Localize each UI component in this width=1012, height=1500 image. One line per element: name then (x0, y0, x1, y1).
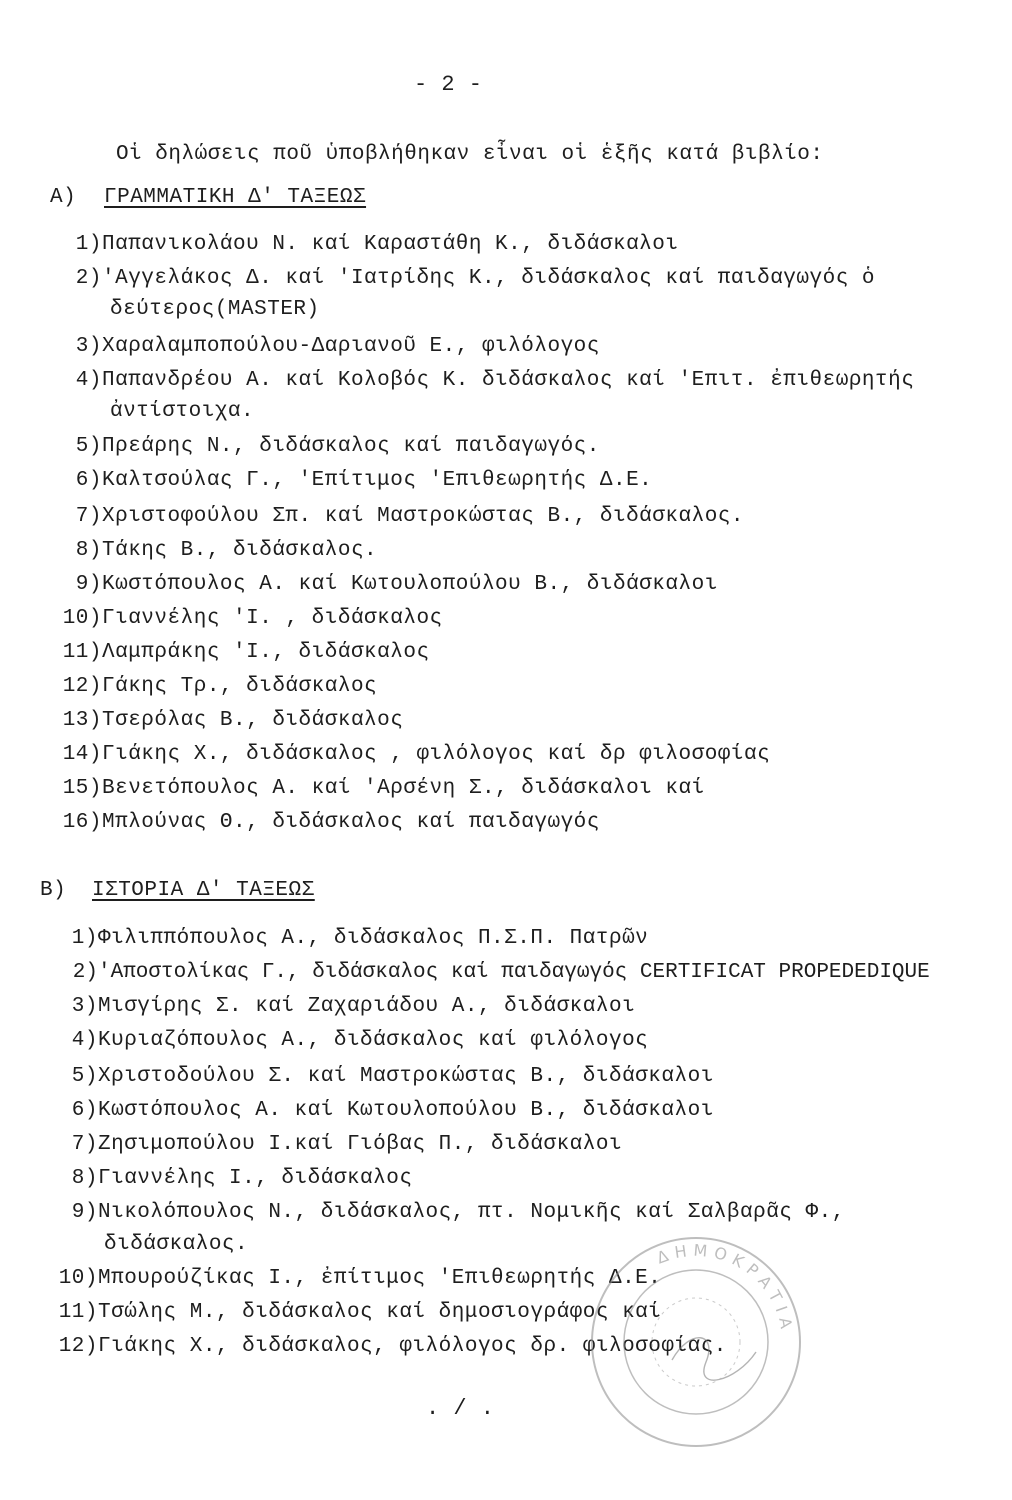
item-number: 16) (62, 811, 102, 834)
list-item (40, 810, 600, 836)
item-continuation: δεύτερος(MASTER) (110, 298, 320, 321)
item-text: Βενετόπουλος Α. καί 'Αρσένη Σ., διδάσκαλοι καί (102, 777, 705, 800)
section-b-title: ΙΣΤΟΡΙΑ Δ' ΤΑΞΕΩΣ (92, 879, 315, 902)
section-a-letter: A) (50, 186, 77, 209)
item-text: Πρεάρης Ν., διδάσκαλος καί παιδαγωγός. (102, 435, 600, 458)
continuation-mark: . / . (426, 1396, 495, 1421)
item-number: 1) (75, 233, 102, 256)
item-text: Χριστοδούλου Σ. καί Μαστροκώστας Β., διδάσκαλοι (98, 1065, 714, 1088)
item-continuation: ἀντίστοιχα. (110, 400, 255, 423)
item-text: Χριστοφούλου Σπ. καί Μαστροκώστας Β., διδάσκαλος. (102, 505, 745, 528)
item-text: Κωστόπουλος Α. καί Κωτουλοπούλου Β., διδάσκαλοι (102, 573, 718, 596)
item-text: Τσερόλας Β., διδάσκαλος (102, 709, 404, 732)
item-number: 8) (71, 1167, 98, 1190)
list-item (36, 1266, 661, 1292)
list-item (40, 538, 377, 564)
item-number: 7) (71, 1133, 98, 1156)
list-item (36, 1166, 412, 1192)
list-item (36, 960, 930, 986)
page-number: - 2 - (414, 72, 483, 97)
list-item (36, 994, 635, 1020)
item-number: 13) (62, 709, 102, 732)
item-text: Καλτσούλας Γ., 'Επίτιμος 'Επιθεωρητής Δ.Ε. (102, 469, 653, 492)
item-number: 9) (75, 573, 102, 596)
item-text: Μισγίρης Σ. καί Ζαχαριάδου Α., διδάσκαλοι (98, 995, 636, 1018)
list-item (40, 708, 403, 734)
list-item (36, 1064, 714, 1090)
item-number: 10) (62, 607, 102, 630)
list-item (40, 468, 652, 494)
item-number: 14) (62, 743, 102, 766)
item-text: Γιάκης Χ., διδάσκαλος, φιλόλογος δρ. φιλοσοφίας. (98, 1335, 727, 1358)
list-item (40, 776, 705, 802)
item-text: Γάκης Τρ., διδάσκαλος (102, 675, 378, 698)
item-text: Τάκης Β., διδάσκαλος. (102, 539, 378, 562)
list-item (36, 1132, 622, 1158)
list-item (40, 572, 718, 598)
list-item (36, 1098, 714, 1124)
item-text: Φιλιππόπουλος Α., διδάσκαλος Π.Σ.Π. Πατρῶν (98, 927, 649, 950)
intro-line: Οἱ δηλώσεις ποῦ ὑποβλήθηκαν εἶναι οἱ ἑξῆς κατά βιβλίο: (116, 143, 824, 166)
item-number: 11) (62, 641, 102, 664)
item-number: 6) (71, 1099, 98, 1122)
item-number: 1) (71, 927, 98, 950)
list-item (36, 926, 648, 952)
item-number: 6) (75, 469, 102, 492)
list-item (40, 368, 914, 394)
section-b-letter: B) (40, 879, 67, 902)
item-number: 2) (72, 961, 98, 984)
item-text: Λαμπράκης 'Ι., διδάσκαλος (102, 641, 430, 664)
item-number: 9) (71, 1201, 98, 1224)
item-text: Κυριαζόπουλος Α., διδάσκαλος καί φιλόλογος (98, 1029, 649, 1052)
item-continuation: διδάσκαλος. (104, 1233, 249, 1256)
item-number: 3) (71, 995, 98, 1018)
list-item (40, 606, 443, 632)
list-item (40, 434, 600, 460)
list-item (40, 334, 600, 360)
svg-text:ΔΗΜΟΚΡΑΤΙΑ (654, 1240, 797, 1335)
item-text: Παπανδρέου Α. καί Κολοβός Κ. διδάσκαλος καί 'Επιτ. ἐπιθεωρητής (102, 369, 915, 392)
item-text: Παπανικολάου Ν. καί Καραστάθη Κ., διδάσκαλοι (102, 233, 679, 256)
item-text: Κωστόπουλος Α. καί Κωτουλοπούλου Β., διδάσκαλοι (98, 1099, 714, 1122)
official-stamp (586, 1232, 806, 1452)
item-number: 4) (71, 1029, 98, 1052)
item-text: 'Αποστολίκας Γ., διδάσκαλος καί παιδαγωγός CERTIFICAT PROPEDEDIQUE (98, 961, 930, 984)
list-item (40, 640, 430, 666)
section-a-title: ΓΡΑΜΜΑΤΙΚΗ Δ' ΤΑΞΕΩΣ (104, 186, 367, 209)
item-number: 15) (62, 777, 102, 800)
item-number: 11) (58, 1301, 98, 1324)
list-item (40, 504, 744, 530)
list-item (36, 1200, 845, 1226)
item-text: 'Αγγελάκος Δ. καί 'Ιατρίδης Κ., διδάσκαλος καί παιδαγωγός ὁ (102, 267, 876, 290)
item-number: 12) (62, 675, 102, 698)
item-number: 2) (75, 267, 102, 290)
list-item (40, 266, 875, 292)
item-number: 12) (58, 1335, 98, 1358)
item-text: Γιαννέλης 'Ι. , διδάσκαλος (102, 607, 443, 630)
item-text: Νικολόπουλος Ν., διδάσκαλος, πτ. Νομικῆς καί Σαλβαρᾶς Φ., (98, 1201, 845, 1224)
item-text: Τσώλης Μ., διδάσκαλος καί δημοσιογράφος καί (98, 1301, 662, 1324)
list-item (40, 674, 377, 700)
list-item (40, 232, 679, 258)
item-number: 5) (75, 435, 102, 458)
item-number: 4) (75, 369, 102, 392)
item-number: 3) (75, 335, 102, 358)
item-number: 5) (71, 1065, 98, 1088)
item-number: 7) (75, 505, 102, 528)
stamp-text: ΔΗΜΟΚΡΑΤΙΑ (654, 1240, 797, 1336)
item-text: Μπλούνας Θ., διδάσκαλος καί παιδαγωγός (102, 811, 600, 834)
list-item (36, 1300, 661, 1326)
list-item (36, 1028, 648, 1054)
item-number: 10) (58, 1267, 98, 1290)
item-text: Ζησιμοπούλου Ι.καί Γιόβας Π., διδάσκαλοι (98, 1133, 623, 1156)
item-text: Χαραλαμποπούλου-Δαριανοῦ Ε., φιλόλογος (102, 335, 600, 358)
list-item (40, 742, 770, 768)
item-text: Γιαννέλης Ι., διδάσκαλος (98, 1167, 413, 1190)
item-text: Γιάκης Χ., διδάσκαλος , φιλόλογος καί δρ φιλοσοφίας (102, 743, 771, 766)
item-text: Μπουρούζίκας Ι., ἐπίτιμος 'Επιθεωρητής Δ.Ε. (98, 1267, 662, 1290)
item-number: 8) (75, 539, 102, 562)
